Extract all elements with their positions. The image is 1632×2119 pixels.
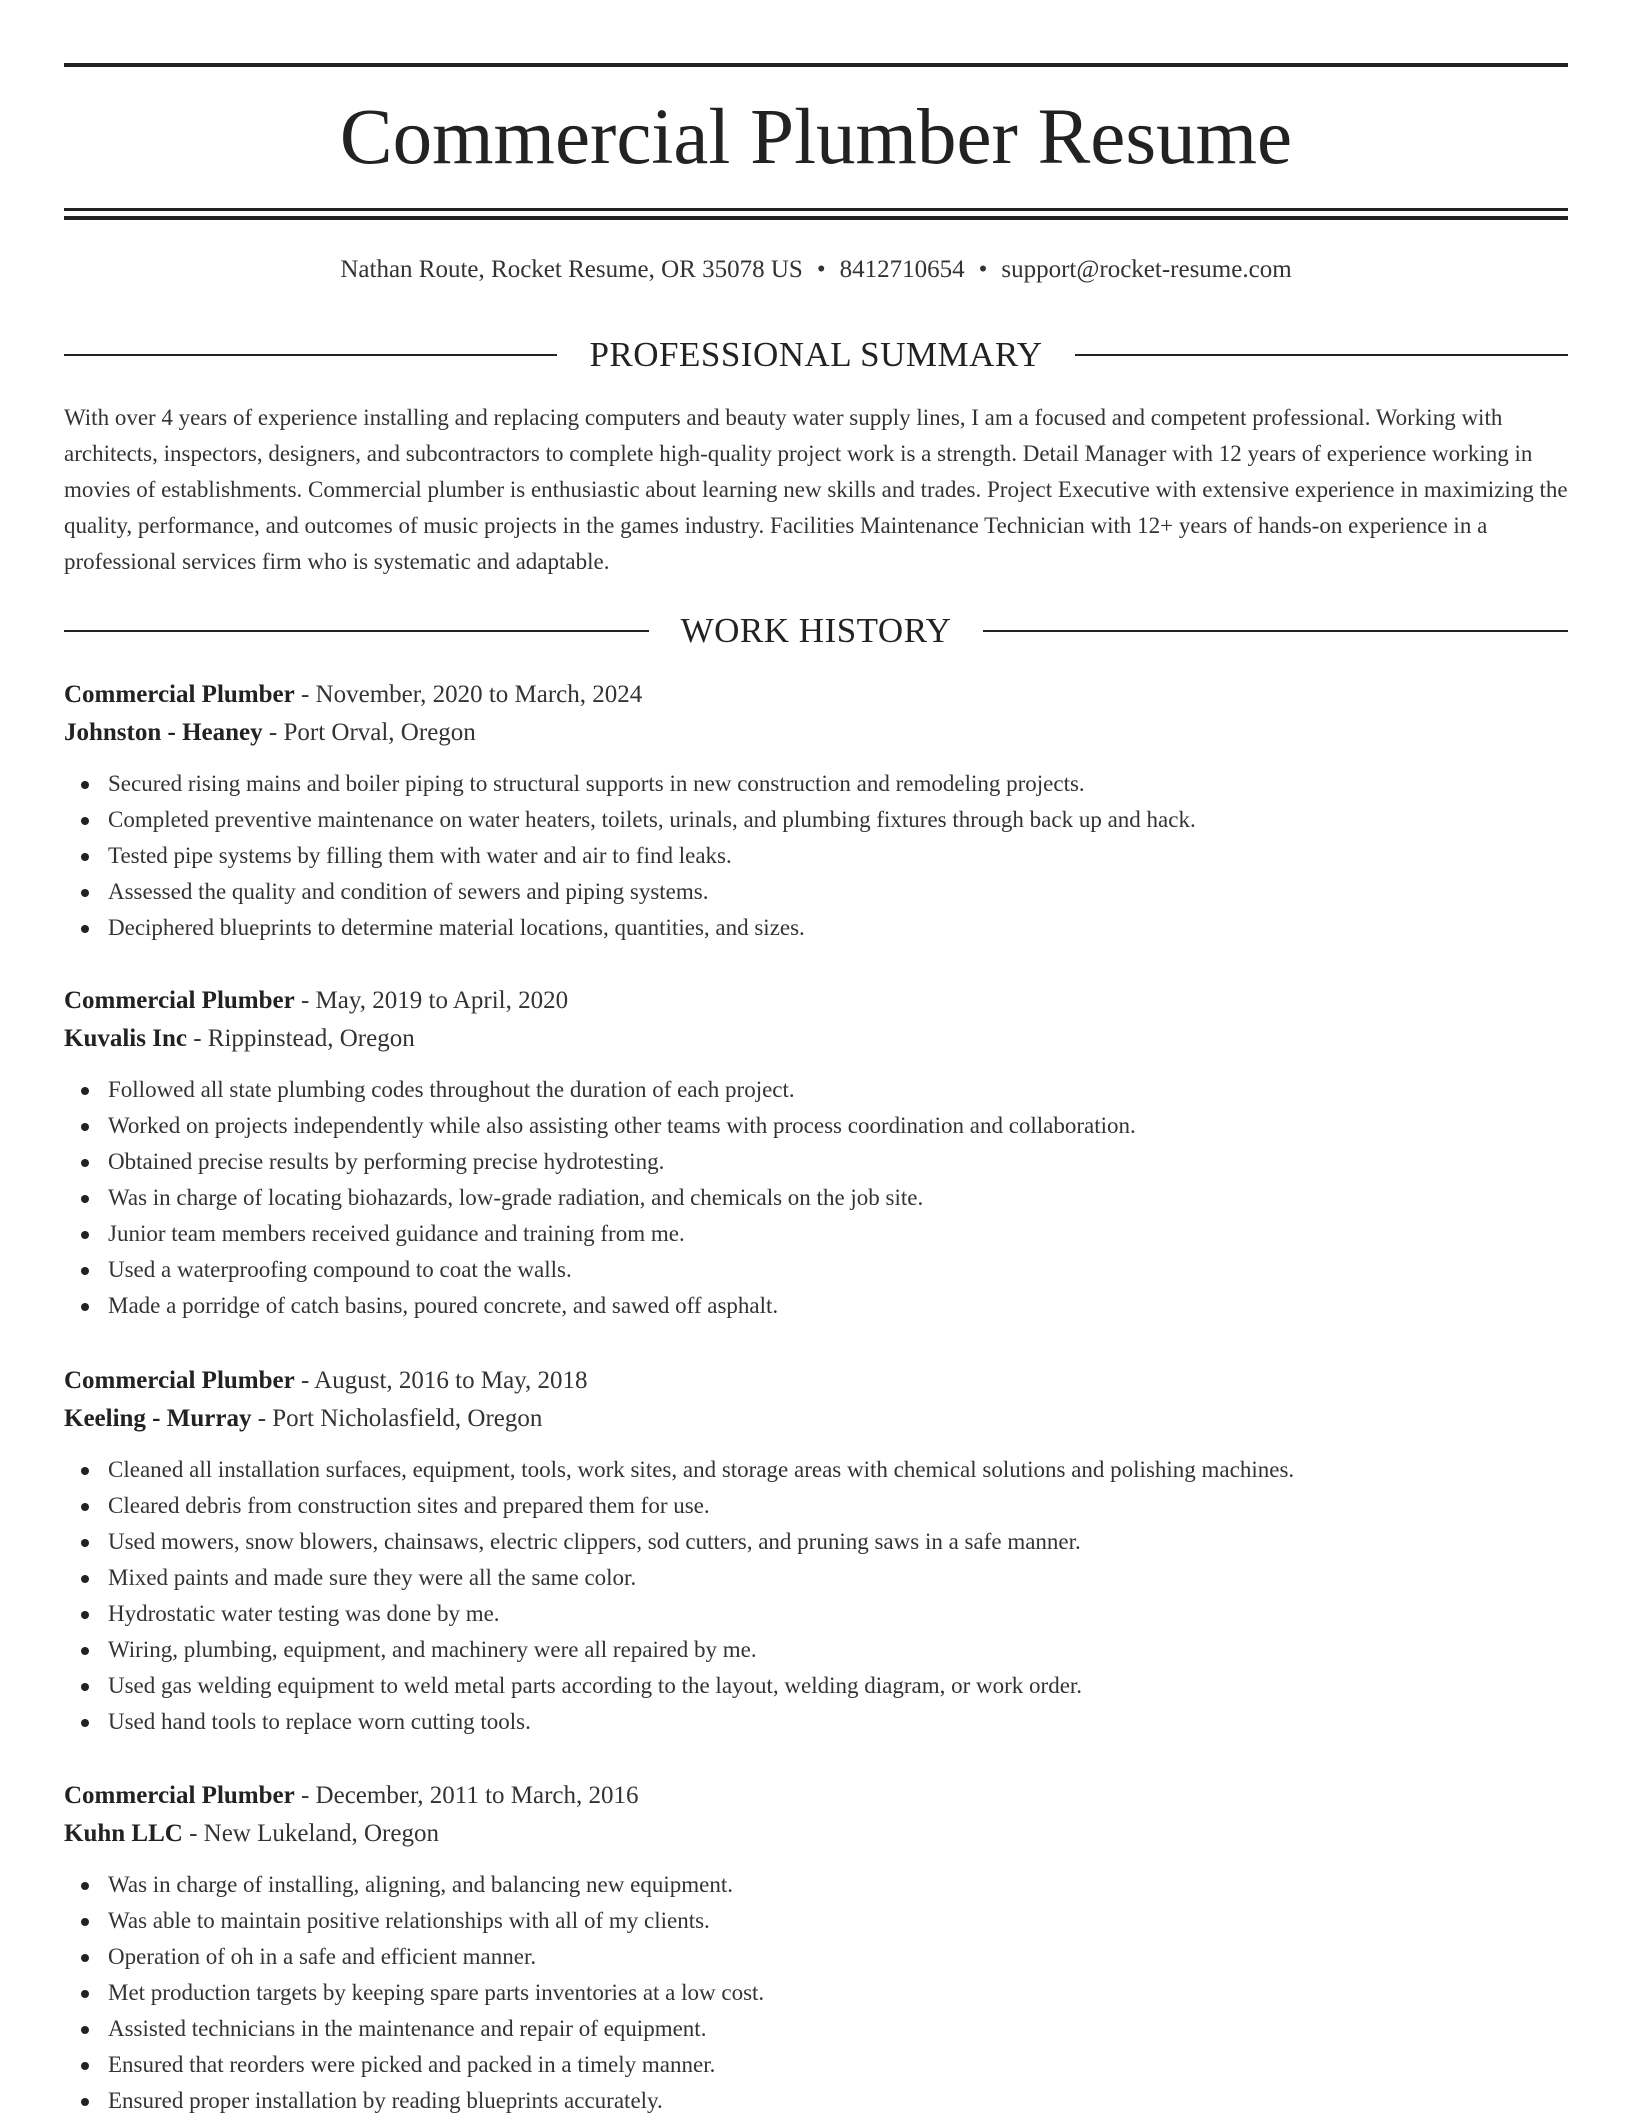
job-dates: - May, 2019 to April, 2020 — [294, 987, 569, 1014]
job-bullet: Cleaned all installation surfaces, equipment, tools, work sites, and storage areas with chemical solutions and polishing machines. — [108, 1452, 1568, 1488]
job-company-line — [64, 1400, 1568, 1438]
job-bullet: Completed preventive maintenance on water heaters, toilets, urinals, and plumbing fixtures through back up and hack. — [108, 802, 1568, 838]
job-bullet: Used mowers, snow blowers, chainsaws, electric clippers, sod cutters, and pruning saws in a safe manner. — [108, 1524, 1568, 1560]
heading-rule-right — [983, 630, 1568, 632]
job-company: Kuvalis Inc — [64, 1025, 187, 1052]
job-bullet: Junior team members received guidance and training from me. — [108, 1216, 1568, 1252]
job-company: Johnston - Heaney — [64, 719, 263, 746]
resume-title: Commercial Plumber Resume — [339, 94, 1293, 181]
job-bullet-list — [64, 1867, 1568, 2119]
job-entry — [64, 982, 1568, 1324]
title-rule-lower — [64, 216, 1568, 220]
contact-separator: • — [978, 256, 988, 283]
job-title-line — [64, 1777, 1568, 1815]
job-bullet: Was in charge of locating biohazards, low-grade radiation, and chemicals on the job site. — [108, 1180, 1568, 1216]
job-bullet: Used hand tools to replace worn cutting tools. — [108, 1704, 1568, 1740]
job-bullet: Was able to maintain positive relationships with all of my clients. — [108, 1903, 1568, 1939]
contact-separator: • — [816, 256, 826, 283]
contact-line — [64, 253, 1568, 287]
job-title: Commercial Plumber — [64, 681, 295, 708]
job-bullet-list — [64, 766, 1568, 946]
job-bullet: Met production targets by keeping spare parts inventories at a low cost. — [108, 1975, 1568, 2011]
job-bullet: Assisted technicians in the maintenance and repair of equipment. — [108, 2011, 1568, 2047]
job-title: Commercial Plumber — [64, 1782, 295, 1809]
job-bullet: Hydrostatic water testing was done by me. — [108, 1596, 1568, 1632]
job-bullet: Mixed paints and made sure they were all the same color. — [108, 1560, 1568, 1596]
job-location: - New Lukeland, Oregon — [182, 1820, 439, 1847]
job-dates: - August, 2016 to May, 2018 — [294, 1367, 588, 1394]
job-location: - Rippinstead, Oregon — [186, 1025, 415, 1052]
job-company-line — [64, 1815, 1568, 1853]
contact-address: Nathan Route, Rocket Resume, OR 35078 US — [340, 256, 803, 283]
job-bullet: Used a waterproofing compound to coat the walls. — [108, 1252, 1568, 1288]
contact-email: support@rocket-resume.com — [1001, 256, 1292, 283]
job-bullet: Secured rising mains and boiler piping to structural supports in new construction and remodeling projects. — [108, 766, 1568, 802]
section-heading-work-history — [64, 611, 1568, 651]
section-heading-summary — [64, 335, 1568, 375]
heading-rule-left — [64, 354, 557, 356]
job-title-line — [64, 1362, 1568, 1400]
job-bullet: Worked on projects independently while also assisting other teams with process coordination and collaboration. — [108, 1108, 1568, 1144]
title-rule-upper — [64, 208, 1568, 211]
job-dates: - November, 2020 to March, 2024 — [294, 681, 643, 708]
job-title: Commercial Plumber — [64, 1367, 295, 1394]
job-bullet: Made a porridge of catch basins, poured concrete, and sawed off asphalt. — [108, 1288, 1568, 1324]
job-location: - Port Orval, Oregon — [262, 719, 476, 746]
job-bullet-list — [64, 1452, 1568, 1740]
top-rule — [64, 63, 1568, 67]
contact-phone: 8412710654 — [839, 256, 965, 283]
job-title-line — [64, 982, 1568, 1020]
job-bullet: Ensured proper installation by reading blueprints accurately. — [108, 2083, 1568, 2119]
job-company-line — [64, 714, 1568, 752]
job-bullet-list — [64, 1072, 1568, 1324]
job-company-line — [64, 1020, 1568, 1058]
job-title-line — [64, 676, 1568, 714]
job-company: Kuhn LLC — [64, 1820, 183, 1847]
job-title: Commercial Plumber — [64, 987, 295, 1014]
job-bullet: Assessed the quality and condition of sewers and piping systems. — [108, 874, 1568, 910]
job-bullet: Obtained precise results by performing precise hydrotesting. — [108, 1144, 1568, 1180]
job-bullet: Was in charge of installing, aligning, and balancing new equipment. — [108, 1867, 1568, 1903]
job-location: - Port Nicholasfield, Oregon — [251, 1405, 543, 1432]
job-bullet: Cleared debris from construction sites and prepared them for use. — [108, 1488, 1568, 1524]
job-entry — [64, 1362, 1568, 1740]
job-entry — [64, 676, 1568, 946]
professional-summary-text: With over 4 years of experience installing and replacing computers and beauty water supply lines, I am a focused and competent professional. Working with architects, inspectors, designers, and subcontractors to complete high-quality project work is a strength. Detail Manager with 12 years of experience working in movies of establishments. Commercial plumber is enthusiastic about learning new skills and trades. Project Executive with extensive experience in maximizing the quality, performance, and outcomes of music projects in the games industry. Facilities Maintenance Technician with 12+ years of hands-on experience in a professional services firm who is systematic and adaptable. — [64, 405, 1568, 574]
job-bullet: Operation of oh in a safe and efficient manner. — [108, 1939, 1568, 1975]
section-heading-label: WORK HISTORY — [680, 611, 952, 650]
heading-rule-left — [64, 630, 649, 632]
heading-rule-right — [1075, 354, 1568, 356]
section-heading-label: PROFESSIONAL SUMMARY — [589, 335, 1043, 374]
job-bullet: Tested pipe systems by filling them with water and air to find leaks. — [108, 838, 1568, 874]
job-company: Keeling - Murray — [64, 1405, 252, 1432]
job-entry — [64, 1777, 1568, 2119]
job-bullet: Followed all state plumbing codes throughout the duration of each project. — [108, 1072, 1568, 1108]
job-bullet: Wiring, plumbing, equipment, and machinery were all repaired by me. — [108, 1632, 1568, 1668]
job-bullet: Ensured that reorders were picked and packed in a timely manner. — [108, 2047, 1568, 2083]
job-dates: - December, 2011 to March, 2016 — [294, 1782, 639, 1809]
job-bullet: Used gas welding equipment to weld metal parts according to the layout, welding diagram, or work order. — [108, 1668, 1568, 1704]
job-bullet: Deciphered blueprints to determine material locations, quantities, and sizes. — [108, 910, 1568, 946]
